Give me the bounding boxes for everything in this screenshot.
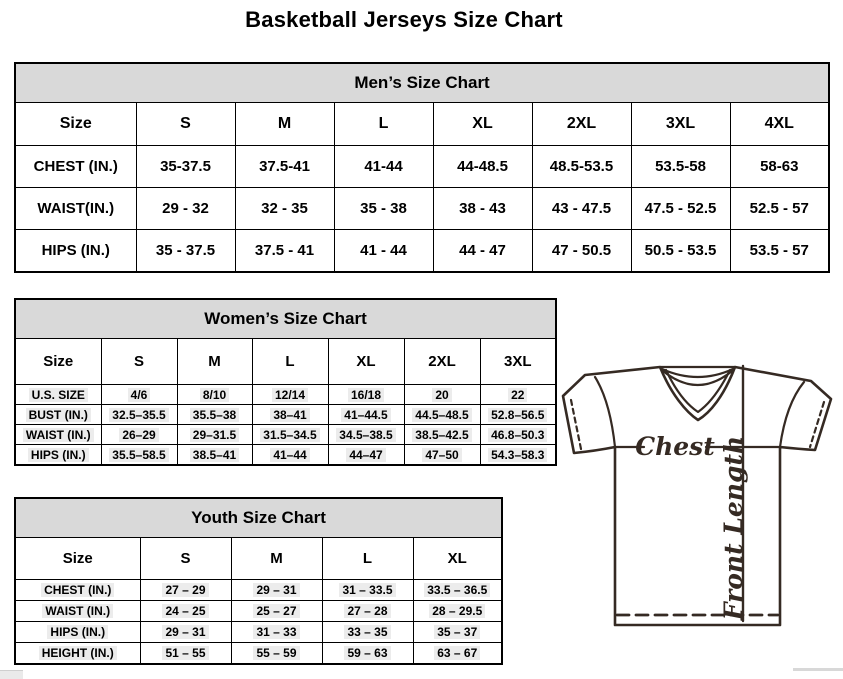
size-value: 20 — [432, 388, 451, 402]
page-title: Basketball Jerseys Size Chart — [245, 7, 563, 32]
table-row — [15, 425, 556, 445]
size-value: 38.5–42.5 — [412, 428, 471, 442]
size-cell: 38 - 43 — [433, 188, 532, 230]
size-cell — [413, 601, 502, 622]
size-cell: 29 - 32 — [136, 188, 235, 230]
size-cell: 35-37.5 — [136, 146, 235, 188]
table-row — [15, 538, 502, 580]
size-cell: 52.5 - 57 — [730, 188, 829, 230]
size-cell — [140, 601, 231, 622]
size-cell: 41-44 — [334, 146, 433, 188]
table-row — [15, 385, 556, 405]
mens-chart-title: Men’s Size Chart — [15, 63, 829, 103]
youth-size-table — [14, 497, 503, 665]
size-cell: 53.5 - 57 — [730, 230, 829, 273]
row-label: CHEST (IN.) — [15, 146, 136, 188]
size-cell — [177, 445, 252, 466]
column-header: 3XL — [631, 103, 730, 146]
column-header: M — [177, 339, 252, 385]
size-cell: 35 - 37.5 — [136, 230, 235, 273]
size-value: 63 – 67 — [434, 646, 480, 660]
row-label-text: CHEST (IN.) — [41, 583, 114, 597]
size-cell — [101, 405, 177, 425]
mens-size-table — [14, 62, 830, 273]
row-label-text: WAIST (IN.) — [23, 428, 94, 442]
womens-table-head — [15, 299, 556, 385]
size-cell — [252, 445, 328, 466]
womens-table-body — [15, 385, 556, 466]
size-value: 31.5–34.5 — [260, 428, 319, 442]
column-header: Size — [15, 339, 101, 385]
size-cell — [231, 622, 322, 643]
table-row — [15, 299, 556, 339]
size-cell: 53.5-58 — [631, 146, 730, 188]
youth-table-head — [15, 498, 502, 580]
size-value: 29 – 31 — [253, 583, 299, 597]
scrollbar-fragment-bottom-left — [0, 670, 23, 679]
size-value: 28 – 29.5 — [429, 604, 485, 618]
column-header: 2XL — [532, 103, 631, 146]
table-row — [15, 230, 829, 273]
size-value: 33.5 – 36.5 — [424, 583, 490, 597]
size-cell — [413, 622, 502, 643]
size-cell: 32 - 35 — [235, 188, 334, 230]
size-cell — [322, 643, 413, 665]
column-header: L — [322, 538, 413, 580]
row-label — [15, 425, 101, 445]
size-value: 29–31.5 — [190, 428, 239, 442]
size-value: 44.5–48.5 — [412, 408, 471, 422]
size-cell — [140, 580, 231, 601]
size-value: 41–44 — [270, 448, 309, 462]
row-label — [15, 580, 140, 601]
size-value: 12/14 — [272, 388, 308, 402]
size-value: 55 – 59 — [253, 646, 299, 660]
size-cell — [413, 580, 502, 601]
column-header: S — [140, 538, 231, 580]
size-cell — [322, 580, 413, 601]
womens-size-table — [14, 298, 557, 466]
size-value: 25 – 27 — [253, 604, 299, 618]
column-header: Size — [15, 103, 136, 146]
size-value: 29 – 31 — [162, 625, 208, 639]
size-cell — [252, 425, 328, 445]
size-cell — [101, 445, 177, 466]
column-header: Size — [15, 538, 140, 580]
row-label-text: U.S. SIZE — [29, 388, 88, 402]
front-length-label: Front Length — [719, 435, 748, 621]
size-value: 8/10 — [200, 388, 229, 402]
size-value: 52.8–56.5 — [488, 408, 547, 422]
size-value: 27 – 29 — [162, 583, 208, 597]
table-row — [15, 339, 556, 385]
size-value: 35.5–58.5 — [109, 448, 168, 462]
size-value: 31 – 33.5 — [339, 583, 395, 597]
mens-table-head — [15, 63, 829, 146]
size-cell — [404, 405, 480, 425]
size-value: 27 – 28 — [344, 604, 390, 618]
row-label — [15, 385, 101, 405]
column-header: XL — [413, 538, 502, 580]
row-label — [15, 601, 140, 622]
size-cell — [140, 643, 231, 665]
scrollbar-fragment-bottom-right — [793, 668, 843, 671]
column-header: S — [136, 103, 235, 146]
size-cell — [231, 580, 322, 601]
row-label-text: WAIST (IN.) — [42, 604, 113, 618]
table-row — [15, 146, 829, 188]
size-cell — [177, 385, 252, 405]
size-cell — [322, 601, 413, 622]
row-label-text: HIPS (IN.) — [28, 448, 89, 462]
size-value: 16/18 — [348, 388, 384, 402]
chest-label: Chest — [635, 432, 715, 461]
size-cell: 37.5-41 — [235, 146, 334, 188]
size-cell — [404, 385, 480, 405]
size-value: 41–44.5 — [341, 408, 390, 422]
table-row — [15, 405, 556, 425]
column-header: XL — [433, 103, 532, 146]
table-row — [15, 445, 556, 466]
size-value: 44–47 — [346, 448, 385, 462]
column-header: XL — [328, 339, 404, 385]
row-label — [15, 405, 101, 425]
youth-chart-title: Youth Size Chart — [15, 498, 502, 538]
size-cell — [322, 622, 413, 643]
size-value: 54.3–58.3 — [488, 448, 547, 462]
size-value: 38–41 — [270, 408, 309, 422]
size-value: 35 – 37 — [434, 625, 480, 639]
table-row — [15, 103, 829, 146]
size-cell: 58-63 — [730, 146, 829, 188]
jersey-measurement-diagram — [558, 354, 840, 632]
womens-chart-title: Women’s Size Chart — [15, 299, 556, 339]
row-label — [15, 445, 101, 466]
size-value: 26–29 — [119, 428, 158, 442]
size-cell — [413, 643, 502, 665]
column-header: 3XL — [480, 339, 556, 385]
size-cell: 43 - 47.5 — [532, 188, 631, 230]
size-value: 24 – 25 — [162, 604, 208, 618]
table-row — [15, 601, 502, 622]
size-cell — [480, 445, 556, 466]
size-cell — [328, 425, 404, 445]
row-label — [15, 643, 140, 665]
size-cell — [101, 425, 177, 445]
size-cell: 44-48.5 — [433, 146, 532, 188]
table-row — [15, 188, 829, 230]
size-value: 4/6 — [128, 388, 151, 402]
row-label: HIPS (IN.) — [15, 230, 136, 273]
size-value: 34.5–38.5 — [336, 428, 395, 442]
size-value: 22 — [508, 388, 527, 402]
size-cell — [404, 445, 480, 466]
column-header: 2XL — [404, 339, 480, 385]
row-label-text: HEIGHT (IN.) — [39, 646, 117, 660]
size-cell — [328, 405, 404, 425]
table-row — [15, 498, 502, 538]
column-header: L — [334, 103, 433, 146]
column-header: M — [235, 103, 334, 146]
size-cell — [252, 405, 328, 425]
size-value: 46.8–50.3 — [488, 428, 547, 442]
size-cell — [252, 385, 328, 405]
size-value: 32.5–35.5 — [109, 408, 168, 422]
size-cell — [231, 643, 322, 665]
column-header: S — [101, 339, 177, 385]
size-cell: 48.5-53.5 — [532, 146, 631, 188]
size-cell: 35 - 38 — [334, 188, 433, 230]
size-cell — [404, 425, 480, 445]
youth-table-body — [15, 580, 502, 665]
size-value: 31 – 33 — [253, 625, 299, 639]
size-value: 59 – 63 — [344, 646, 390, 660]
table-row — [15, 643, 502, 665]
size-cell — [480, 385, 556, 405]
table-row — [15, 63, 829, 103]
size-value: 35.5–38 — [190, 408, 239, 422]
size-cell — [140, 622, 231, 643]
size-value: 51 – 55 — [162, 646, 208, 660]
size-cell: 37.5 - 41 — [235, 230, 334, 273]
size-cell — [328, 385, 404, 405]
size-value: 33 – 35 — [344, 625, 390, 639]
column-header: L — [252, 339, 328, 385]
row-label — [15, 622, 140, 643]
size-cell: 50.5 - 53.5 — [631, 230, 730, 273]
table-row — [15, 622, 502, 643]
size-cell — [101, 385, 177, 405]
size-cell: 44 - 47 — [433, 230, 532, 273]
size-cell — [328, 445, 404, 466]
size-cell — [480, 425, 556, 445]
column-header: M — [231, 538, 322, 580]
row-label-text: BUST (IN.) — [26, 408, 91, 422]
table-row — [15, 580, 502, 601]
size-cell — [231, 601, 322, 622]
size-cell: 41 - 44 — [334, 230, 433, 273]
size-cell — [177, 425, 252, 445]
size-value: 47–50 — [422, 448, 461, 462]
row-label-text: HIPS (IN.) — [47, 625, 108, 639]
collar-curve-back — [662, 369, 733, 377]
size-cell: 47 - 50.5 — [532, 230, 631, 273]
size-cell — [480, 405, 556, 425]
size-cell — [177, 405, 252, 425]
row-label: WAIST(IN.) — [15, 188, 136, 230]
mens-table-body — [15, 146, 829, 273]
size-value: 38.5–41 — [190, 448, 239, 462]
column-header: 4XL — [730, 103, 829, 146]
size-cell: 47.5 - 52.5 — [631, 188, 730, 230]
